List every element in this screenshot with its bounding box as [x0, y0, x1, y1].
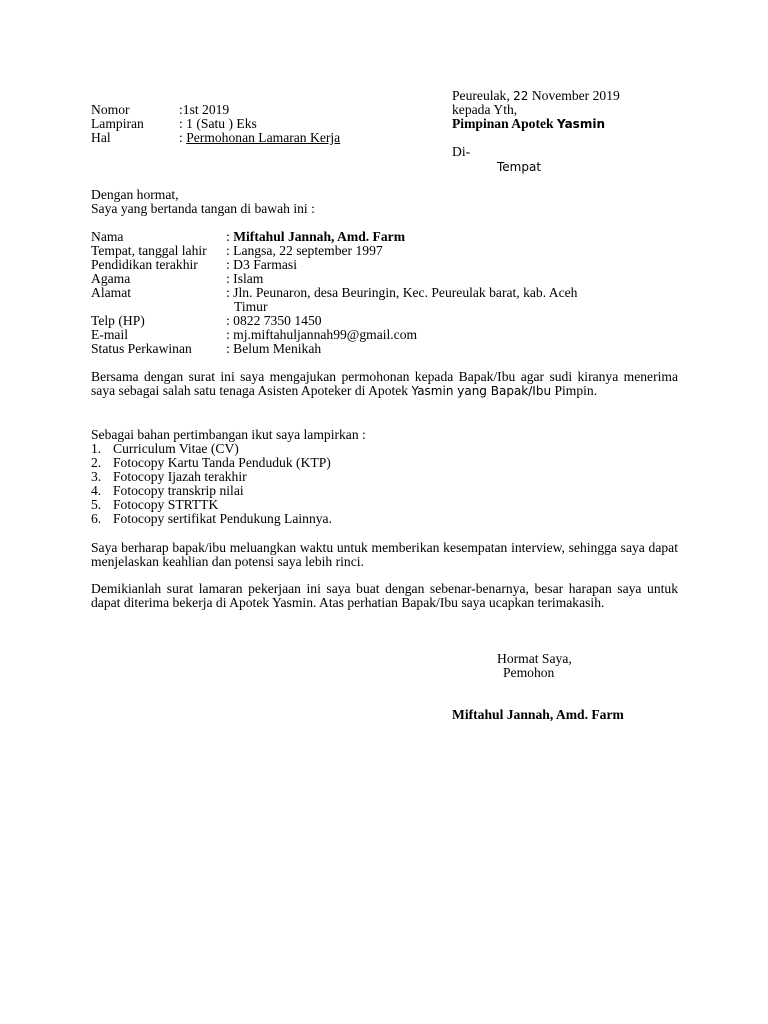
detail-value: : Belum Menikah [226, 341, 322, 356]
closing-regards: Hormat Saya, [497, 651, 572, 666]
detail-label: Pendidikan terakhir [91, 257, 198, 272]
paragraph-interview: Saya berharap bapak/ibu meluangkan waktu untuk memberikan kesempatan interview, sehingga saya dapat menjelaskan keahlian dan potensi saya lebih rinci. [91, 540, 678, 569]
place-date: Peureulak, 22 November 2019 [452, 88, 620, 103]
detail-value: : D3 Farmasi [226, 257, 297, 272]
detail-label: Status Perkawinan [91, 341, 192, 356]
detail-label: Nama [91, 229, 124, 244]
detail-label: Tempat, tanggal lahir [91, 243, 207, 258]
lampiran-value: : 1 (Satu ) Eks [179, 116, 257, 131]
detail-value: : mj.miftahuljannah99@gmail.com [226, 327, 418, 342]
greeting: Dengan hormat, [91, 187, 179, 202]
detail-value: : Langsa, 22 september 1997 [226, 243, 383, 258]
recipient-name: Pimpinan Apotek Yasmin [452, 116, 605, 131]
signature-name: Miftahul Jannah, Amd. Farm [452, 707, 624, 722]
hal-value: : Permohonan Lamaran Kerja [179, 130, 341, 145]
hal-label: Hal [91, 130, 111, 145]
recipient-place: Tempat [497, 160, 542, 174]
detail-label: E-mail [91, 327, 128, 342]
nomor-value: :1st 2019 [179, 102, 230, 117]
detail-value: : 0822 7350 1450 [226, 313, 322, 328]
intro-line: Saya yang bertanda tangan di bawah ini : [91, 201, 315, 216]
nomor-label: Nomor [91, 102, 130, 117]
detail-value: : Miftahul Jannah, Amd. Farm [226, 229, 406, 244]
recipient-greeting: kepada Yth, [452, 102, 518, 117]
paragraph-application: Bersama dengan surat ini saya mengajukan permohonan kepada Bapak/Ibu agar sudi kiranya menerima saya sebagai salah satu tenaga Asisten Apoteker di Apotek Yasmin yang Bapak/Ibu Pimpin. [91, 369, 678, 398]
detail-label: Agama [91, 271, 131, 286]
detail-value-continued: Timur [234, 299, 268, 314]
detail-value: : Islam [226, 271, 264, 286]
detail-label: Telp (HP) [91, 313, 145, 328]
lampiran-label: Lampiran [91, 116, 144, 131]
attachments-intro: Sebagai bahan pertimbangan ikut saya lampirkan : [91, 427, 366, 442]
paragraph-closing: Demikianlah surat lamaran pekerjaan ini saya buat dengan sebenar-benarnya, besar harapan saya untuk dapat diterima bekerja di Apotek Yasmin. Atas perhatian Bapak/Ibu saya ucapkan terimakasih. [91, 581, 678, 610]
detail-label: Alamat [91, 285, 132, 300]
detail-value: : Jln. Peunaron, desa Beuringin, Kec. Peureulak barat, kab. Aceh [226, 285, 578, 300]
recipient-di: Di- [452, 144, 471, 159]
closing-role: Pemohon [503, 665, 555, 680]
